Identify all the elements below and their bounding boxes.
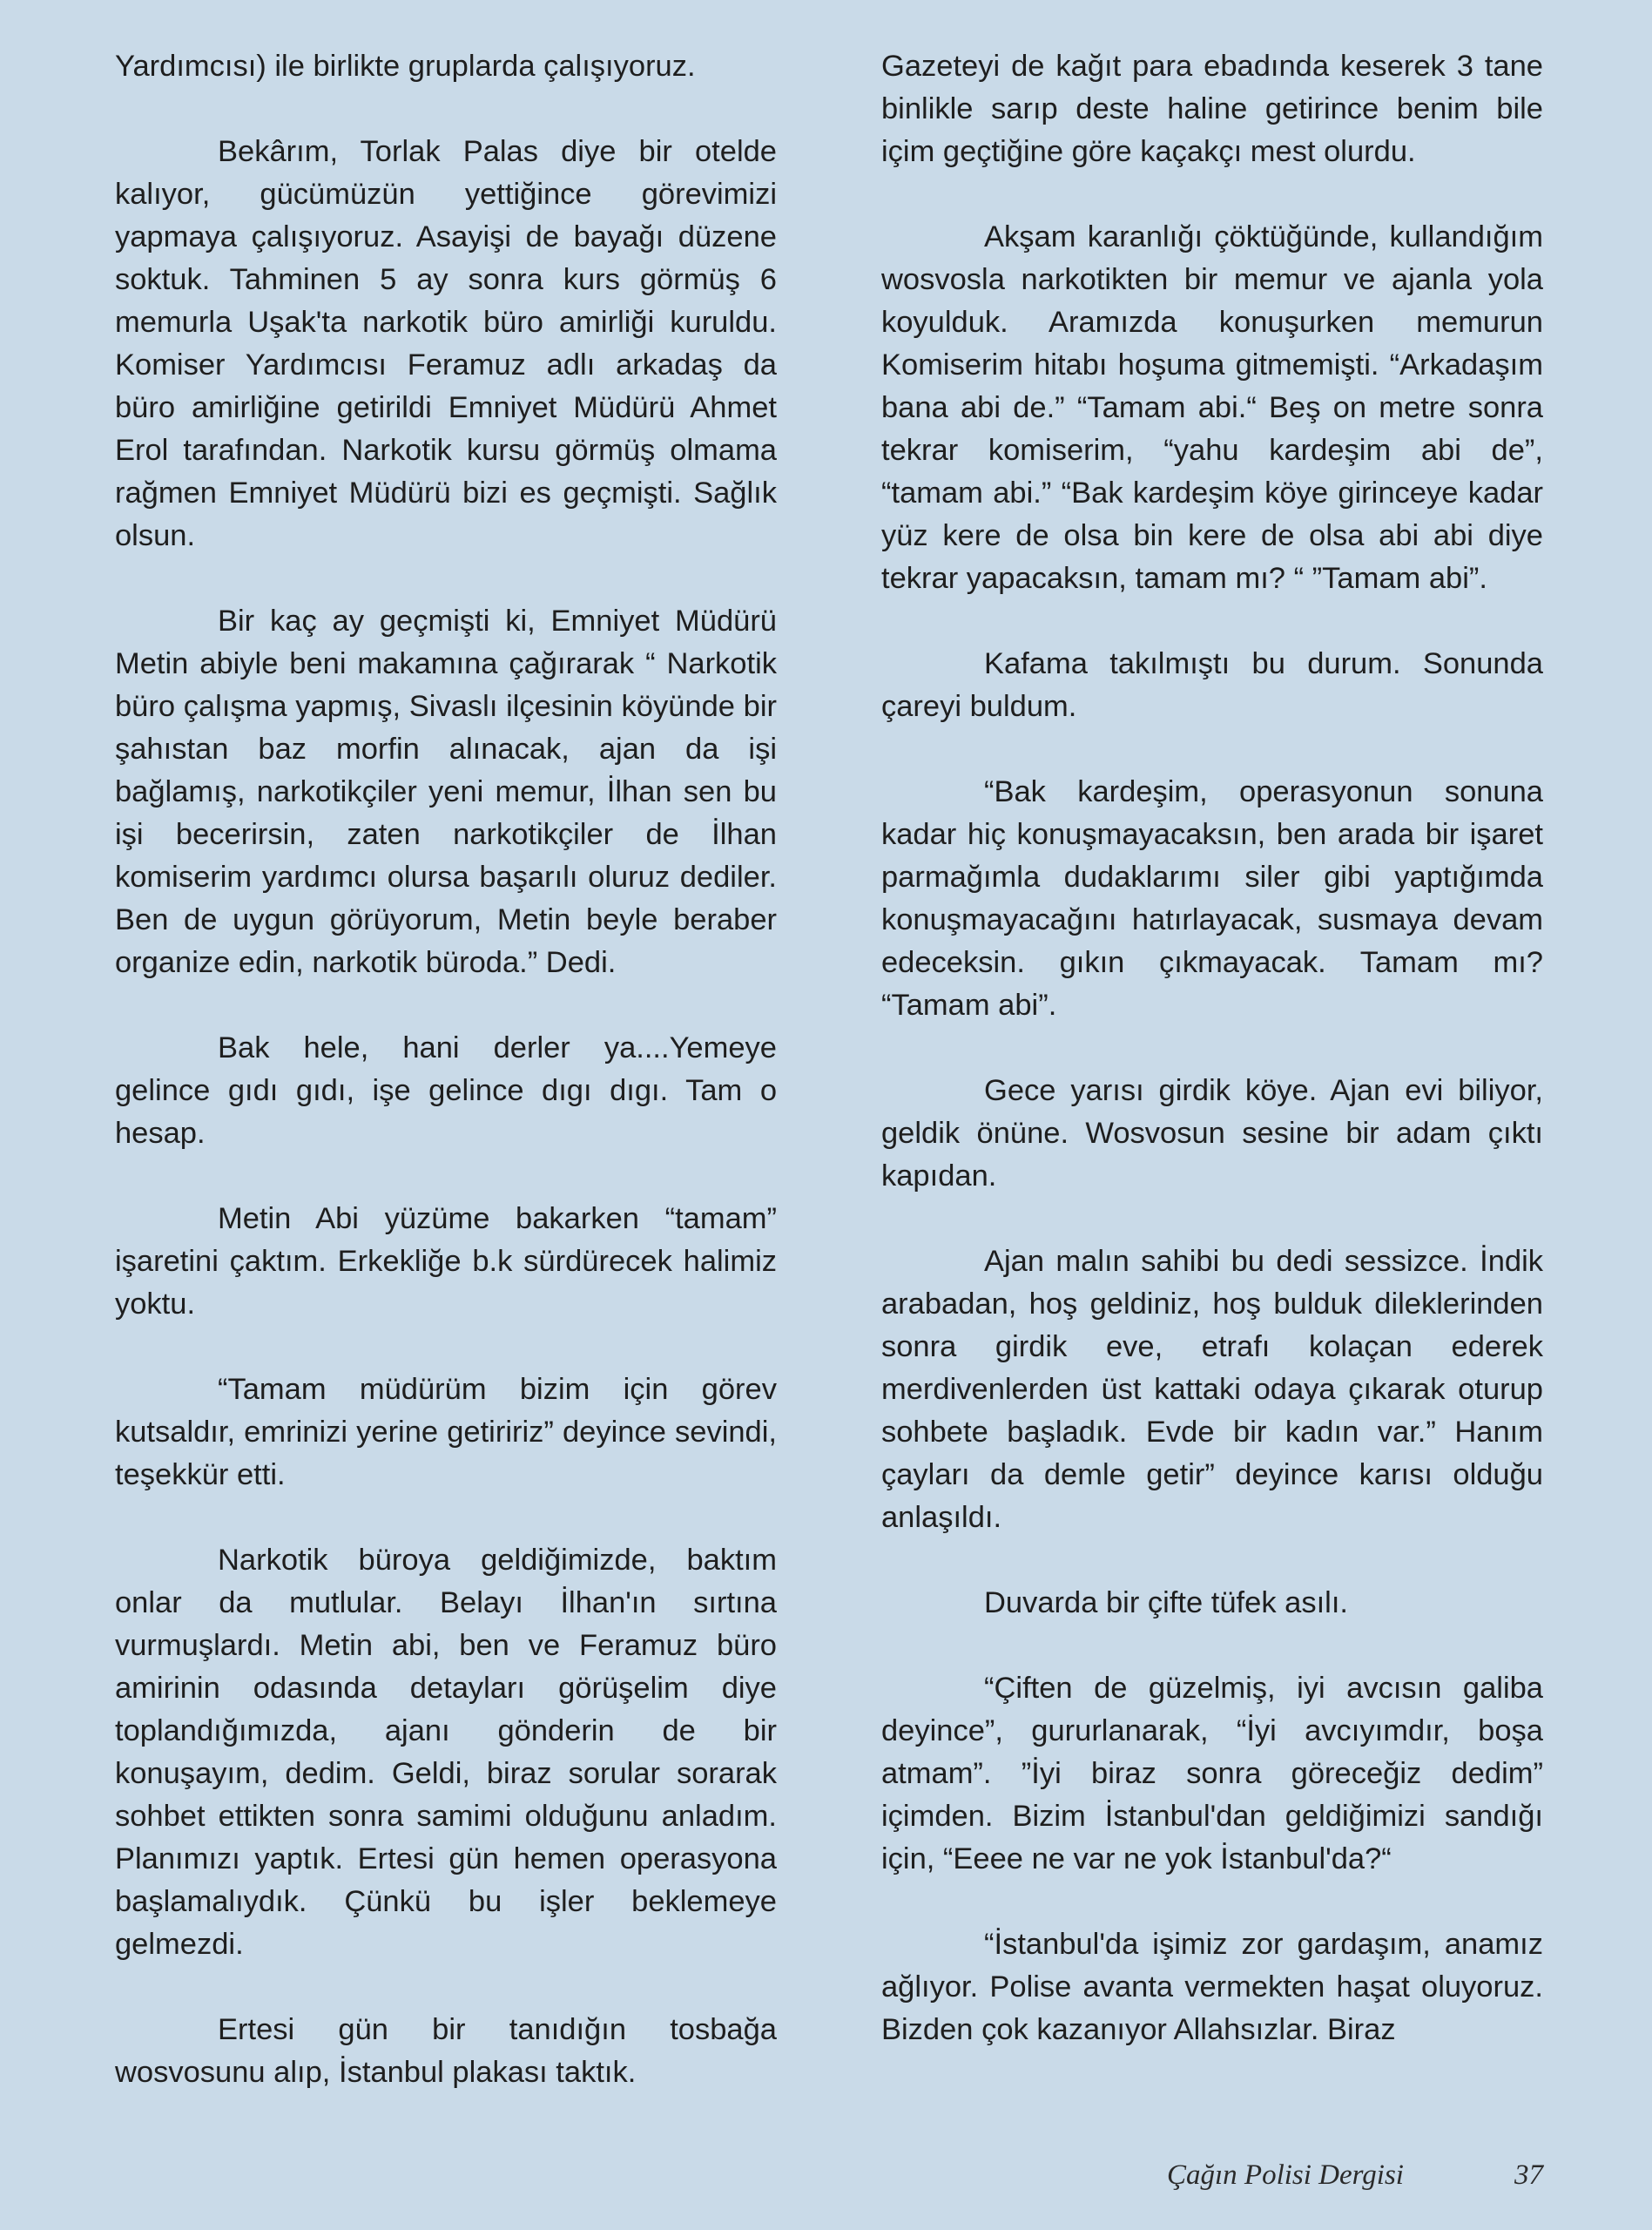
magazine-title: Çağın Polisi Dergisi: [1167, 2159, 1404, 2191]
paragraph: “Çiften de güzelmiş, iyi avcısın galiba deyince”, gururlanarak, “İyi avcıyımdır, boşa atmam”. ”İyi biraz sonra göreceğiz dedim” içimden. Bizim İstanbul'dan geldiğimizi sandığı için, “Eeee ne var ne yok İstanbul'da?“: [881, 1672, 1543, 1875]
paragraph: Ertesi gün bir tanıdığın tosbağa wosvosunu alıp, İstanbul plakası taktık.: [115, 2013, 777, 2089]
paragraph: Kafama takılmıştı bu durum. Sonunda çareyi buldum.: [881, 647, 1543, 723]
paragraph: Bir kaç ay geçmişti ki, Emniyet Müdürü Metin abiyle beni makamına çağırarak “ Narkotik büro çalışma yapmış, Sivaslı ilçesinin köyünde bir şahıstan baz morfin alınacak, ajan da işi bağlamış, narkotikçiler yeni memur, İlhan sen bu işi becerirsin, zaten narkotikçiler de İlhan komiserim yardımcı olursa başarılı oluruz dediler. Ben de uygun görüyorum, Metin beyle beraber organize edin, narkotik büroda.” Dedi.: [115, 605, 777, 979]
paragraph: Gece yarısı girdik köye. Ajan evi biliyor, geldik önüne. Wosvosun sesine bir adam çıktı kapıdan.: [881, 1074, 1543, 1193]
paragraph: Akşam karanlığı çöktüğünde, kullandığım wosvosla narkotikten bir memur ve ajanla yola koyulduk. Aramızda konuşurken memurun Komiserim hitabı hoşuma gitmemişti. “Arkadaşım bana abi de.” “Tamam abi.“ Beş on metre sonra tekrar komiserim, “yahu kardeşim abi de”, “tamam abi.” “Bak kardeşim köye girinceye kadar yüz kere de olsa bin kere de olsa abi abi diye tekrar yapacaksın, tamam mı? “ ”Tamam abi”.: [881, 220, 1543, 595]
left-text-column: [115, 45, 777, 2094]
paragraph: Yardımcısı) ile birlikte gruplarda çalışıyoruz.: [115, 50, 696, 83]
page-footer: [881, 2153, 1543, 2197]
paragraph: Narkotik büroya geldiğimizde, baktım onlar da mutlular. Belayı İlhan'ın sırtına vurmuşlardı. Metin abi, ben ve Feramuz büro amirinin odasında detayları görüşelim diye toplandığımızda, ajanı gönderin de bir konuşayım, dedim. Geldi, biraz sorular sorarak sohbet ettikten sonra samimi olduğunu anladım. Planımızı yaptık. Ertesi gün hemen operasyona başlamalıydık. Çünkü bu işler beklemeye gelmezdi.: [115, 1544, 777, 1961]
paragraph: Gazeteyi de kağıt para ebadında keserek 3 tane binlikle sarıp deste haline getirince benim bile içim geçtiğine göre kaçakçı mest olurdu.: [881, 50, 1543, 168]
paragraph: “İstanbul'da işimiz zor gardaşım, anamız ağlıyor. Polise avanta vermekten haşat oluyoruz. Bizden çok kazanıyor Allahsızlar. Biraz: [881, 1928, 1543, 2046]
page-number: 37: [1514, 2159, 1543, 2191]
paragraph: Metin Abi yüzüme bakarken “tamam” işaretini çaktım. Erkekliğe b.k sürdürecek halimiz yoktu.: [115, 1202, 777, 1321]
right-text-column: [881, 45, 1543, 2051]
paragraph: Duvarda bir çifte tüfek asılı.: [984, 1586, 1349, 1619]
paragraph: “Bak kardeşim, operasyonun sonuna kadar hiç konuşmayacaksın, ben arada bir işaret parmağımla dudaklarımı siler gibi yaptığımda konuşmayacağını hatırlayacak, susmaya devam edeceksin. gıkın çıkmayacak. Tamam mı? “Tamam abi”.: [881, 775, 1543, 1022]
paragraph: “Tamam müdürüm bizim için görev kutsaldır, emrinizi yerine getiririz” deyince sevindi, teşekkür etti.: [115, 1373, 777, 1491]
paragraph: Bak hele, hani derler ya....Yemeye gelince gıdı gıdı, işe gelince dıgı dıgı. Tam o hesap.: [115, 1031, 777, 1150]
paragraph: Ajan malın sahibi bu dedi sessizce. İndik arabadan, hoş geldiniz, hoş bulduk dileklerinden sonra girdik eve, etrafı kolaçan ederek merdivenlerden üst kattaki odaya çıkarak oturup sohbete başladık. Evde bir kadın var.” Hanım çayları da demle getir” deyince karısı olduğu anlaşıldı.: [881, 1245, 1543, 1534]
paragraph: Bekârım, Torlak Palas diye bir otelde kalıyor, gücümüzün yettiğince görevimizi yapmaya çalışıyoruz. Asayişi de bayağı düzene soktuk. Tahminen 5 ay sonra kurs görmüş 6 memurla Uşak'ta narkotik büro amirliği kuruldu. Komiser Yardımcısı Feramuz adlı arkadaş da büro amirliğine getirildi Emniyet Müdürü Ahmet Erol tarafından. Narkotik kursu görmüş olmama rağmen Emniyet Müdürü bizi es geçmişti. Sağlık olsun.: [115, 135, 777, 552]
